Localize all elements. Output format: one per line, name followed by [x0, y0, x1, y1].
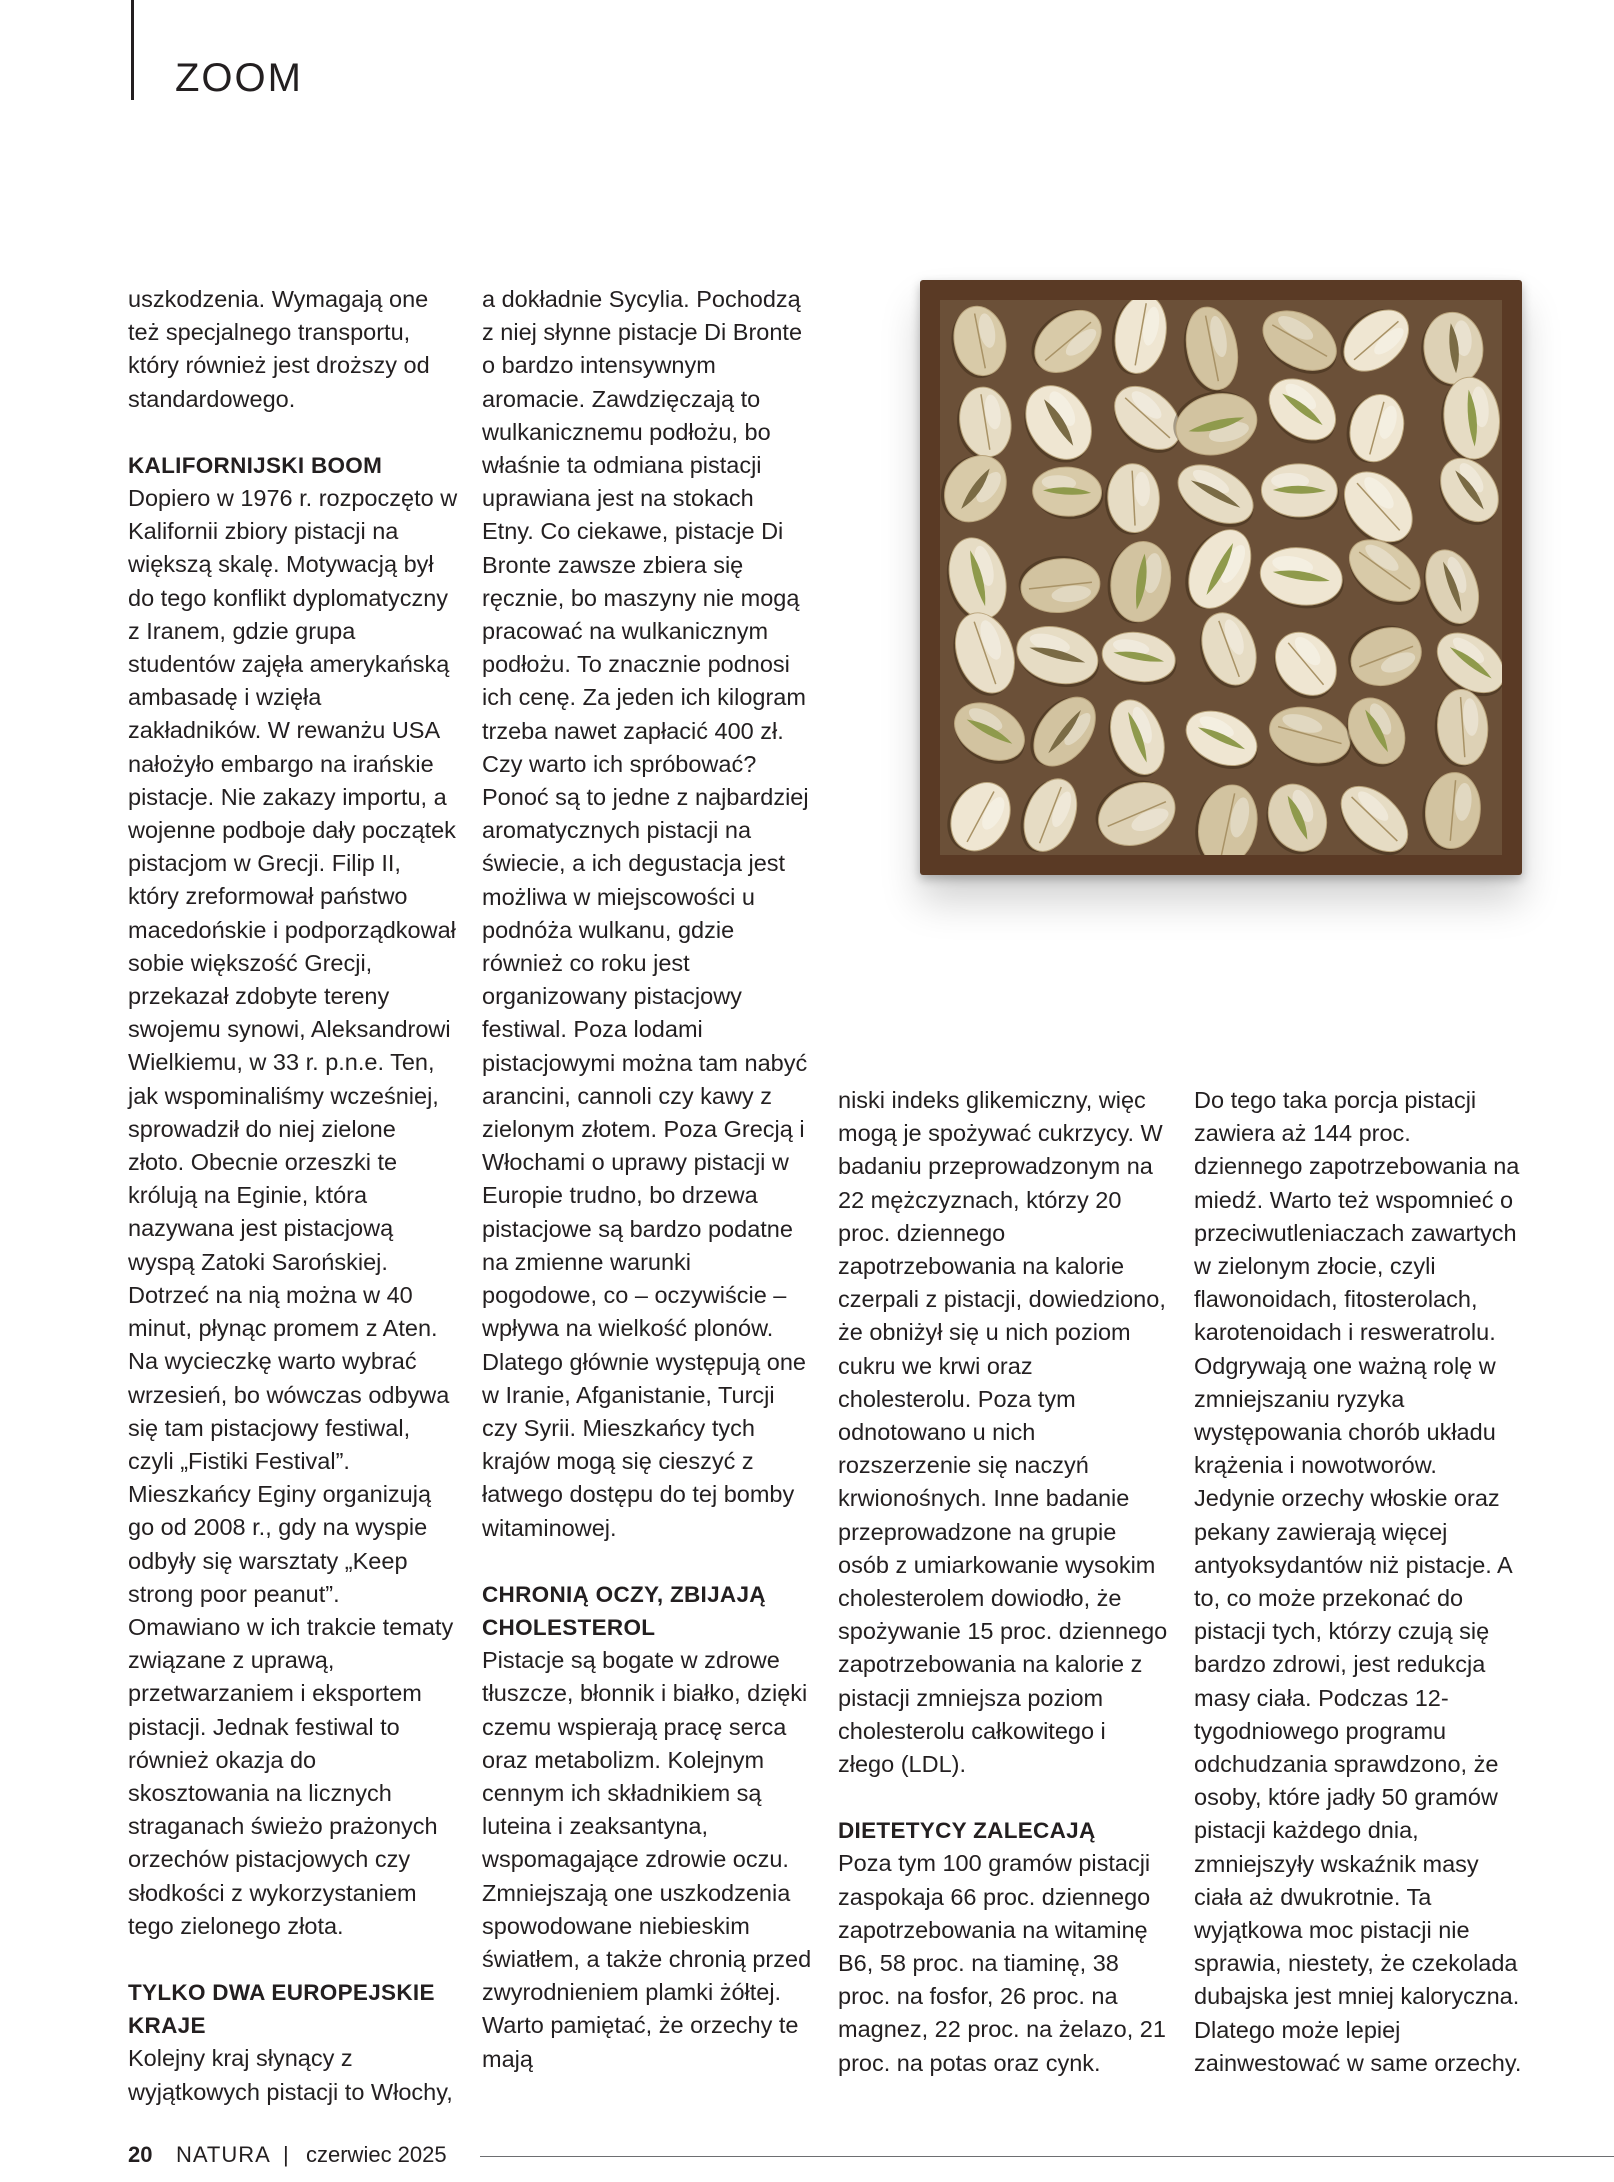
paragraph: niski indeks glikemiczny, więc mogą je spożywać cukrzycy. W badaniu przeprowadzonym na 22 mężczyznach, którzy 20 proc. dziennego zapotrzebowania na kalorie czerpali z pistacji, dowiedziono, że obniżył się u nich poziom cukru we krwi oraz cholesterolu. Poza tym odnotowano u nich rozszerzenie się naczyń krwionośnych. Inne badanie przeprowadzone na grupie osób z umiarkowanie wysokim cholesterolem dowiodło, że spożywanie 15 proc. dziennego zapotrzebowania na kalorie z pistacji zmniejsza poziom cholesterolu całkowitego i złego (LDL).: [838, 1087, 1168, 1778]
pistachios-illustration: [940, 300, 1502, 855]
paragraph: Kolejny kraj słynący z wyjątkowych pistacji to Włochy,: [128, 2045, 453, 2105]
subheading: KALIFORNIJSKI BOOM: [128, 452, 383, 478]
footer-rule: [480, 2156, 1614, 2157]
pistachio-photo: [920, 280, 1522, 875]
paragraph: Pistacje są bogate w zdrowe tłuszcze, błonnik i białko, dzięki czemu wspierają pracę serca oraz metabolizm. Kolejnym cennym ich składnikiem są luteina i zeaksantyna, wspomagające zdrowie oczu. Zmniejszają one uszkodzenia spowodowane niebieskim światłem, a także chronią przed zwyrodnieniem plamki żółtej. Warto pamiętać, że orzechy te mają: [482, 1647, 812, 2072]
paragraph: a dokładnie Sycylia. Pochodzą z niej słynne pistacje Di Bronte o bardzo intensywnym aromacie. Zawdzięczają to wulkanicznemu podłożu, bo właśnie ta odmiana pistacji uprawiana jest na stokach Etny. Co ciekawe, pistacje Di Bronte zawsze zbiera się ręcznie, bo maszyny nie mogą pracować na wulkanicznym podłożu. To znacznie podnosi ich cenę. Za jeden ich kilogram trzeba nawet zapłacić 400 zł. Czy warto ich spróbować? Ponoć są to jedne z najbardziej aromatycznych pistacji na świecie, a ich degustacja jest możliwa w miejscowości u podnóża wulkanu, gdzie również co roku jest organizowany pistacjowy festiwal. Poza lodami pistacjowymi można tam nabyć arancini, cannoli czy kawy z zielonym złotem. Poza Grecją i Włochami o uprawy pistacji w Europie trudno, bo drzewa pistacjowe są bardzo podatne na zmienne warunki pogodowe, co – oczywiście – wpływa na wielkość plonów. Dlatego głównie występują one w Iranie, Afganistanie, Turcji czy Syrii. Mieszkańcy tych krajów mogą się cieszyć z łatwego dostępu do tej bomby witaminowej.: [482, 286, 809, 1541]
subheading: TYLKO DWA EUROPEJSKIE KRAJE: [128, 1979, 435, 2039]
column-2: [482, 283, 812, 2076]
paragraph: Do tego taka porcja pistacji zawiera aż 144 proc. dziennego zapotrzebowania na miedź. Warto też wspomnieć o przeciwutleniaczach zawartych w zielonym złocie, czyli flawonoidach, fitosterolach, karotenoidach i resweratrolu. Odgrywają one ważną rolę w zmniejszaniu ryzyka występowania chorób układu krążenia i nowotworów. Jedynie orzechy włoskie oraz pekany zawierają więcej antyoksydantów niż pistacje. A to, co może przekonać do pistacji tych, którzy czują się bardzo zdrowi, jest redukcja masy ciała. Podczas 12-tygodniowego programu odchudzania sprawdzono, że osoby, które jadły 50 gramów pistacji każdego dnia, zmniejszyły wskaźnik masy ciała aż dwukrotnie. Ta wyjątkowa moc pistacji nie sprawia, niestety, że czekolada dubajska jest mniej kaloryczna. Dlatego może lepiej zainwestować w same orzechy.: [1194, 1087, 1522, 2076]
column-4: [1194, 1084, 1524, 2080]
section-rule: [131, 0, 134, 100]
issue-date: czerwiec 2025: [306, 2142, 447, 2167]
column-1: [128, 283, 458, 2109]
subheading: CHRONIĄ OCZY, ZBIJAJĄ CHOLESTEROL: [482, 1581, 766, 1640]
subheading: DIETETYCY ZALECAJĄ: [838, 1818, 1096, 1844]
paragraph: Dopiero w 1976 r. rozpoczęto w Kalifornii zbiory pistacji na większą skalę. Motywacją był do tego konflikt dyplomatyczny z Iranem, gdzie grupa studentów zajęła amerykańską ambasadę i wzięła zakładników. W rewanżu USA nałożyło embargo na irańskie pistacje. Nie zakazy importu, a wojenne podboje dały początek pistacjom w Grecji. Filip II, który zreformował państwo macedońskie i podporządkował sobie większość Grecji, przekazał zdobyte tereny swojemu synowi, Aleksandrowi Wielkiemu, w 33 r. p.n.e. Ten, jak wspominaliśmy wcześniej, sprowadził do niej zielone złoto. Obecnie orzeszki te królują na Eginie, która nazywana jest pistacjową wyspą Zatoki Sarońskiej. Dotrzeć na nią można w 40 minut, płynąc promem z Aten. Na wycieczkę warto wybrać wrzesień, bo wówczas odbywa się tam pistacjowy festiwal, czyli „Fistiki Festival”. Mieszkańcy Eginy organizują go od 2008 r., gdy na wyspie odbyły się warsztaty „Keep strong poor peanut”. Omawiano w ich trakcie tematy związane z uprawą, przetwarzaniem i eksportem pistacji. Jednak festiwal to również okazja do skosztowania na licznych straganach świeżo prażonych orzechów pistacjowych czy słodkości z wykorzystaniem tego zielonego złota.: [128, 485, 458, 1939]
paragraph: Poza tym 100 gramów pistacji zaspokaja 66 proc. dziennego zapotrzebowania na witaminę B6, 58 proc. na tiaminę, 38 proc. na fosfor, 26 proc. na magnez, 22 proc. na żelazo, 21 proc. na potas oraz cynk.: [838, 1850, 1166, 2076]
page-number: 20: [128, 2142, 153, 2167]
paragraph: uszkodzenia. Wymagają one też specjalnego transportu, który również jest droższy od standardowego.: [128, 286, 430, 412]
page-footer: [128, 2142, 1528, 2182]
footer-separator: |: [283, 2142, 289, 2167]
magazine-name: NATURA: [176, 2142, 271, 2167]
column-3: [838, 1084, 1168, 2080]
section-title: ZOOM: [175, 56, 303, 100]
